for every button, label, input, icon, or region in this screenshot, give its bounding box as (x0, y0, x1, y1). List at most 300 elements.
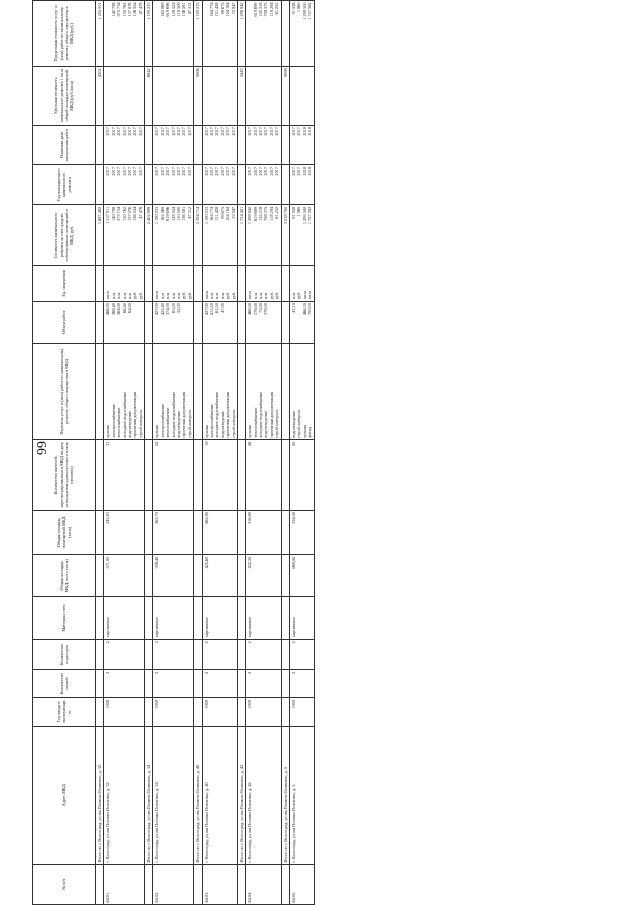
cell-line: 2017 (263, 127, 269, 136)
cell-works (104, 343, 145, 439)
cell-line: 47,00 (219, 303, 225, 313)
cell-line (231, 303, 236, 341)
cell-line: кв.м (301, 291, 307, 300)
cell-max-cost (202, 1, 237, 67)
cell-line: 43,10 (290, 303, 296, 313)
table-row-total (96, 1, 104, 905)
cell-line: 140 798 (110, 2, 116, 17)
cell-volume (289, 301, 314, 343)
cell-entrances: 2 (202, 639, 237, 670)
cell-residents (281, 440, 289, 510)
cell-line: 104 184 (225, 206, 231, 221)
cell-line: п.м (214, 293, 220, 300)
cell-line: 137 076 (126, 206, 132, 221)
cell-line: 2017 (208, 166, 214, 176)
cell-line: 2017 (274, 127, 280, 136)
cell-line: 368,40 (110, 303, 116, 315)
cell-completion-year (96, 125, 104, 165)
cell-line: 63,00 (170, 303, 176, 313)
cell-total-area (281, 555, 289, 597)
cell-line: 33 947 (230, 2, 236, 15)
cell-total-area (145, 555, 153, 597)
cell-residential-area (281, 510, 289, 555)
cell-residents (194, 440, 202, 510)
cell-line: строй контроль (230, 409, 236, 438)
cell-line: 2017 (290, 166, 296, 176)
cell-residential-area (145, 510, 153, 555)
cell-address: Итого по г. Волгоград, ул им Полины Осипенко, д. 32 (96, 726, 104, 865)
cell-cost (246, 205, 281, 266)
cell-line: 1 299 500 (301, 2, 307, 20)
cell-floors: 2 (153, 670, 194, 698)
cell-plan-year (96, 165, 104, 205)
cell-line: кв.м (154, 291, 160, 300)
cell-year-built: 1959 (246, 698, 281, 726)
cell-line: 466,00 (247, 303, 253, 315)
cell-line: руб. (296, 291, 302, 300)
cell-line: 700,00 (307, 303, 313, 315)
cell-total-area: 571,00 (104, 555, 145, 597)
cell-unit-cost: 9006 (194, 66, 202, 125)
cell-total-area: 669,00 (289, 555, 314, 597)
cell-volume (145, 301, 153, 343)
cell-line: 164 774 (208, 2, 214, 17)
cell-line (138, 303, 143, 341)
cell-line: 374,00 (165, 303, 171, 315)
cell-line: 118 294 (268, 206, 274, 221)
cell-address: г. Волгоград, ул им Полины Осипенко, д. 5 (289, 726, 314, 865)
cell-line: водоотведение (219, 410, 225, 438)
cell-year-built: 1958 (104, 698, 145, 726)
cell-line: 2017 (208, 127, 214, 136)
cell-floors: 2 (289, 670, 314, 698)
cell-residential-area: 334,00 (289, 510, 314, 555)
cell-residents (237, 440, 245, 510)
cell-plan-year (202, 165, 237, 205)
cell-line: 110 500 (176, 206, 182, 221)
cell-line: п.м (290, 293, 296, 300)
cell-line: 2017 (252, 127, 258, 136)
cell-line: 75,00 (258, 303, 264, 313)
cell-num: 64.04. (246, 865, 281, 905)
cell-residential-area (96, 510, 104, 555)
cell-line: 2017 (290, 127, 296, 136)
cell-line: 91 558 (290, 206, 296, 219)
cell-works (237, 343, 245, 439)
cell-total-area: 425,60 (202, 555, 237, 597)
table-row-total (194, 1, 202, 905)
cell-line: п.м (126, 293, 132, 300)
cell-line: 110 500 (176, 2, 182, 17)
header-floors: Количество этажей (33, 670, 96, 698)
cell-line: 2017 (137, 166, 143, 176)
cell-line: 2017 (268, 127, 274, 136)
cell-cost: 1 724 421 (237, 205, 245, 266)
cell-residential-area: 343,83 (104, 510, 145, 555)
cell-works (194, 343, 202, 439)
cell-completion-year (145, 125, 153, 165)
cell-line: п.м (110, 293, 116, 300)
cell-line: 427,00 (154, 303, 160, 315)
cell-volume (194, 301, 202, 343)
cell-line: 2017 (165, 127, 171, 136)
cell-residential-area (194, 510, 202, 555)
cell-line: 2017 (121, 127, 127, 136)
cell-cost (104, 205, 145, 266)
table-header (33, 1, 96, 905)
cell-unit-cost: 4302 (96, 66, 104, 125)
cell-line: 2018 (307, 127, 313, 136)
cell-unit-cost: 9098 (281, 66, 289, 125)
cell-unit-cost (202, 66, 237, 125)
cell-max-cost: 1 298 942 (237, 1, 245, 67)
header-entrances: Количество подъездов (33, 639, 96, 670)
cell-line: п.м (176, 293, 182, 300)
cell-line: 2018 (307, 166, 313, 176)
cell-line: 2017 (159, 166, 165, 176)
cell-line: 64,00 (126, 303, 132, 313)
cell-max-cost (153, 1, 194, 67)
cell-residents: 22 (153, 440, 194, 510)
cell-line: 164 774 (208, 206, 214, 221)
cell-residents: 20 (289, 440, 314, 510)
cell-line: 2017 (258, 127, 264, 136)
cell-line: крыша (105, 425, 111, 438)
cell-year-built (145, 698, 153, 726)
cell-unit-cost (289, 66, 314, 125)
cell-line: холодное водоснабжение (170, 391, 176, 438)
cell-line: руб. (181, 291, 187, 300)
cell-line: 130 762 (121, 2, 127, 17)
header-plan-year: Год планируемого капитального ремонта (33, 165, 96, 205)
cell-line: 1 757 582 (307, 206, 313, 225)
cell-line: 2017 (154, 127, 160, 136)
cell-line: проектная документация (181, 392, 187, 438)
cell-line: холодное водоснабжение (121, 391, 127, 438)
cell-completion-year (246, 125, 281, 165)
cell-line: 155 218 (258, 2, 264, 17)
cell-line: 2017 (181, 166, 187, 176)
cell-total-area (194, 555, 202, 597)
cell-line: 619 696 (165, 206, 171, 221)
cell-line: кв.м (307, 291, 313, 300)
cell-unit-cost: 6942 (145, 66, 153, 125)
cell-wall-material: кирпичные (104, 597, 145, 639)
cell-line: 131 428 (214, 2, 220, 17)
header-address: Адрес МКД (33, 726, 96, 865)
cell-max-cost: 1 190 233 (145, 1, 153, 67)
cell-works (153, 343, 194, 439)
cell-line: п.м (252, 293, 258, 300)
cell-line: водоотведение (290, 410, 296, 438)
cell-num (194, 865, 202, 905)
cell-line: п.м (121, 293, 127, 300)
cell-line: 2017 (126, 127, 132, 136)
cell-line: проектная документация (225, 392, 231, 438)
cell-line: п.м (263, 293, 269, 300)
cell-num (145, 865, 153, 905)
cell-plan-year (153, 165, 194, 205)
cell-line (187, 303, 192, 341)
cell-line: 47 312 (186, 206, 192, 219)
cell-unit-cost (246, 66, 281, 125)
header-unit-cost: Удельная стоимость капитального ремонта 1 кв.м общей площади помещений МКД (руб./кв.м) (33, 66, 96, 125)
cell-address: г. Волгоград, ул им Полины Осипенко, д. 34 (153, 726, 194, 865)
cell-entrances (281, 639, 289, 670)
cell-unit-cost (153, 66, 194, 125)
cell-num: 64.03. (202, 865, 237, 905)
cell-line: 2017 (186, 166, 192, 176)
cell-line: кв.м (105, 291, 111, 300)
cell-works (96, 343, 104, 439)
cell-line: п.м (258, 293, 264, 300)
cell-year-built: 1959 (153, 698, 194, 726)
cell-entrances: 2 (104, 639, 145, 670)
cell-line: руб. (274, 291, 280, 300)
cell-unit (104, 266, 145, 301)
cell-line: крыша (301, 425, 307, 438)
cell-line: 137 076 (126, 2, 132, 17)
cell-line: холодное водоснабжение (214, 391, 220, 438)
cell-plan-year (145, 165, 153, 205)
capital-repair-table (32, 0, 315, 905)
cell-line: руб. (225, 291, 231, 300)
cell-line: 136 554 (132, 2, 138, 17)
cell-line: 2017 (203, 127, 209, 136)
cell-wall-material (237, 597, 245, 639)
cell-unit (202, 266, 237, 301)
cell-line (274, 303, 279, 341)
cell-line: 61 252 (274, 2, 280, 15)
cell-residential-area (237, 510, 245, 555)
cell-address: г. Волгоград, ул им Полины Осипенко, д. 32 (104, 726, 145, 865)
cell-completion-year (202, 125, 237, 165)
cell-num (237, 865, 245, 905)
cell-line: 2018 (301, 127, 307, 136)
cell-line: 1 298 942 (247, 206, 253, 225)
cell-line: руб. (137, 291, 143, 300)
cell-cost: 3 038 700 (281, 205, 289, 266)
cell-residents (96, 440, 104, 510)
cell-volume (104, 301, 145, 343)
cell-line: 1 299 500 (301, 206, 307, 225)
cell-line: 708 375 (263, 206, 269, 221)
cell-line: 136 581 (181, 2, 187, 17)
header-works: Перечень услуг и (или) работ по капитальному ремонту общего имущества в МКД (33, 343, 96, 439)
cell-line: крыша (203, 425, 209, 438)
cell-line: 2017 (176, 127, 182, 136)
cell-line: 162 069 (159, 2, 165, 17)
cell-max-cost (281, 1, 289, 67)
cell-floors (96, 670, 104, 698)
cell-line: 140 798 (110, 206, 116, 221)
cell-line: 2017 (219, 166, 225, 176)
table-row-total (145, 1, 153, 905)
cell-residents: 26 (246, 440, 281, 510)
cell-plan-year (104, 165, 145, 205)
cell-num: 64.05. (289, 865, 314, 905)
cell-floors (281, 670, 289, 698)
cell-unit (194, 266, 202, 301)
cell-line: 99 675 (219, 206, 225, 219)
cell-entrances (194, 639, 202, 670)
cell-line: 2017 (258, 166, 264, 176)
cell-year-built: 1959 (202, 698, 237, 726)
table-row (246, 1, 281, 905)
cell-max-cost: 1 255 911 (96, 1, 104, 67)
cell-floors (237, 670, 245, 698)
cell-entrances (145, 639, 153, 670)
cell-wall-material: кирпичные (153, 597, 194, 639)
cell-floors (194, 670, 202, 698)
cell-line: 364,00 (116, 303, 122, 315)
cell-line: 2017 (154, 166, 160, 176)
cell-line: 2017 (116, 166, 122, 176)
cell-line: 1 960 (296, 2, 302, 13)
cell-residential-area: 263,70 (153, 510, 194, 555)
cell-line: 136 581 (181, 206, 187, 221)
cell-floors: 2 (104, 670, 145, 698)
cell-line: электроснабжение (159, 403, 165, 438)
cell-line: 2017 (105, 127, 111, 136)
cell-line: 136 554 (132, 206, 138, 221)
cell-total-area: 432,50 (246, 555, 281, 597)
cell-residents: 31 (104, 440, 145, 510)
cell-line: 2017 (170, 166, 176, 176)
cell-line: п.м (116, 293, 122, 300)
cell-line: 415,50 (208, 303, 214, 315)
table-row (202, 1, 237, 905)
cell-volume (246, 301, 281, 343)
cell-line: 47 478 (137, 206, 143, 219)
cell-total-area: 358,40 (153, 555, 194, 597)
cell-line: 427,00 (203, 303, 209, 315)
cell-line: строй контроль (186, 409, 192, 438)
cell-line: 378,00 (263, 303, 269, 315)
cell-line: 128 524 (170, 206, 176, 221)
cell-line: 130 762 (121, 206, 127, 221)
cell-line: 619 699 (252, 206, 258, 221)
cell-entrances: 2 (246, 639, 281, 670)
cell-line: холодное водоснабжение (258, 391, 264, 438)
cell-max-cost (104, 1, 145, 67)
cell-line: 2017 (214, 166, 220, 176)
cell-line: 47 478 (137, 2, 143, 15)
cell-line: 2017 (126, 166, 132, 176)
cell-floors: 2 (246, 670, 281, 698)
cell-completion-year (153, 125, 194, 165)
cell-cost (202, 205, 237, 266)
cell-line: 2017 (247, 127, 253, 136)
cell-line: 1 190 233 (154, 206, 160, 225)
cell-wall-material: кирпичные (246, 597, 281, 639)
cell-volume (153, 301, 194, 343)
cell-line: 162 069 (159, 206, 165, 221)
cell-line: 2017 (110, 166, 116, 176)
cell-line: 2017 (137, 127, 143, 136)
header-volume: Объем работ (33, 301, 96, 343)
cell-wall-material: кирпичные (202, 597, 237, 639)
cell-year-built (237, 698, 245, 726)
cell-line: 425,40 (159, 303, 165, 315)
cell-line: руб. (230, 291, 236, 300)
cell-line: п.м (165, 293, 171, 300)
table-body (96, 1, 315, 905)
cell-line: 33 947 (230, 206, 236, 219)
cell-completion-year (194, 125, 202, 165)
cell-line: 2017 (165, 166, 171, 176)
cell-address: Итого по г. Волгоград, ул им Полины Осипенко, д. 34 (145, 726, 153, 865)
cell-line: 619 699 (252, 2, 258, 17)
cell-line: п.м (170, 293, 176, 300)
cell-max-cost: 1 190 233 (194, 1, 202, 67)
cell-cost: 2 402 899 (145, 205, 153, 266)
cell-line: 47 312 (186, 2, 192, 15)
cell-floors: 2 (202, 670, 237, 698)
cell-unit-cost (104, 66, 145, 125)
cell-line: п.м (208, 293, 214, 300)
cell-entrances (237, 639, 245, 670)
cell-line: 2017 (181, 127, 187, 136)
cell-line: водоотведение (263, 410, 269, 438)
cell-line: теплоснабжение (252, 407, 258, 438)
header-year-built: Год ввода в эксплуатацию (33, 698, 96, 726)
cell-line: 2017 (170, 127, 176, 136)
cell-line: 2017 (225, 127, 231, 136)
cell-line: электроснабжение (208, 403, 214, 438)
cell-unit-cost: 5443 (237, 66, 245, 125)
cell-unit (246, 266, 281, 301)
cell-line: кв.м (247, 291, 253, 300)
cell-line: 2017 (219, 127, 225, 136)
table-row (289, 1, 314, 905)
cell-works (202, 343, 237, 439)
cell-line: 99 675 (219, 2, 225, 15)
header-num: № п/п (33, 865, 96, 905)
document-page (32, 0, 612, 905)
cell-address: г. Волгоград, ул им Полины Осипенко, д. 42 (246, 726, 281, 865)
cell-plan-year (281, 165, 289, 205)
table-row-total (237, 1, 245, 905)
cell-volume (96, 301, 104, 343)
cell-total-area (237, 555, 245, 597)
cell-residents (145, 440, 153, 510)
cell-wall-material (281, 597, 289, 639)
cell-works (289, 343, 314, 439)
header-total-area: Общая площадь МКД, всего (кв.м) (33, 555, 96, 597)
cell-wall-material (194, 597, 202, 639)
cell-line: строй контроль (296, 409, 302, 438)
cell-line: 1 757 582 (307, 2, 313, 20)
cell-line: 2017 (214, 127, 220, 136)
cell-num (96, 865, 104, 905)
cell-line: 2017 (203, 166, 209, 176)
table-row (104, 1, 145, 905)
cell-wall-material: кирпичные (289, 597, 314, 639)
cell-line: 2017 (268, 166, 274, 176)
cell-unit (153, 266, 194, 301)
header-max-cost: Предельная стоимость услуг и (или) работ по капитальному ремонту общего имущества в МКД (руб.) (33, 1, 96, 67)
cell-completion-year (104, 125, 145, 165)
cell-line: 708 375 (263, 2, 269, 17)
cell-line: теплоснабжение (165, 407, 171, 438)
cell-line: 2017 (121, 166, 127, 176)
page-number: 66 (33, 441, 48, 455)
cell-max-cost (289, 1, 314, 67)
cell-plan-year (194, 165, 202, 205)
cell-max-cost (246, 1, 281, 67)
cell-unit (96, 266, 104, 301)
